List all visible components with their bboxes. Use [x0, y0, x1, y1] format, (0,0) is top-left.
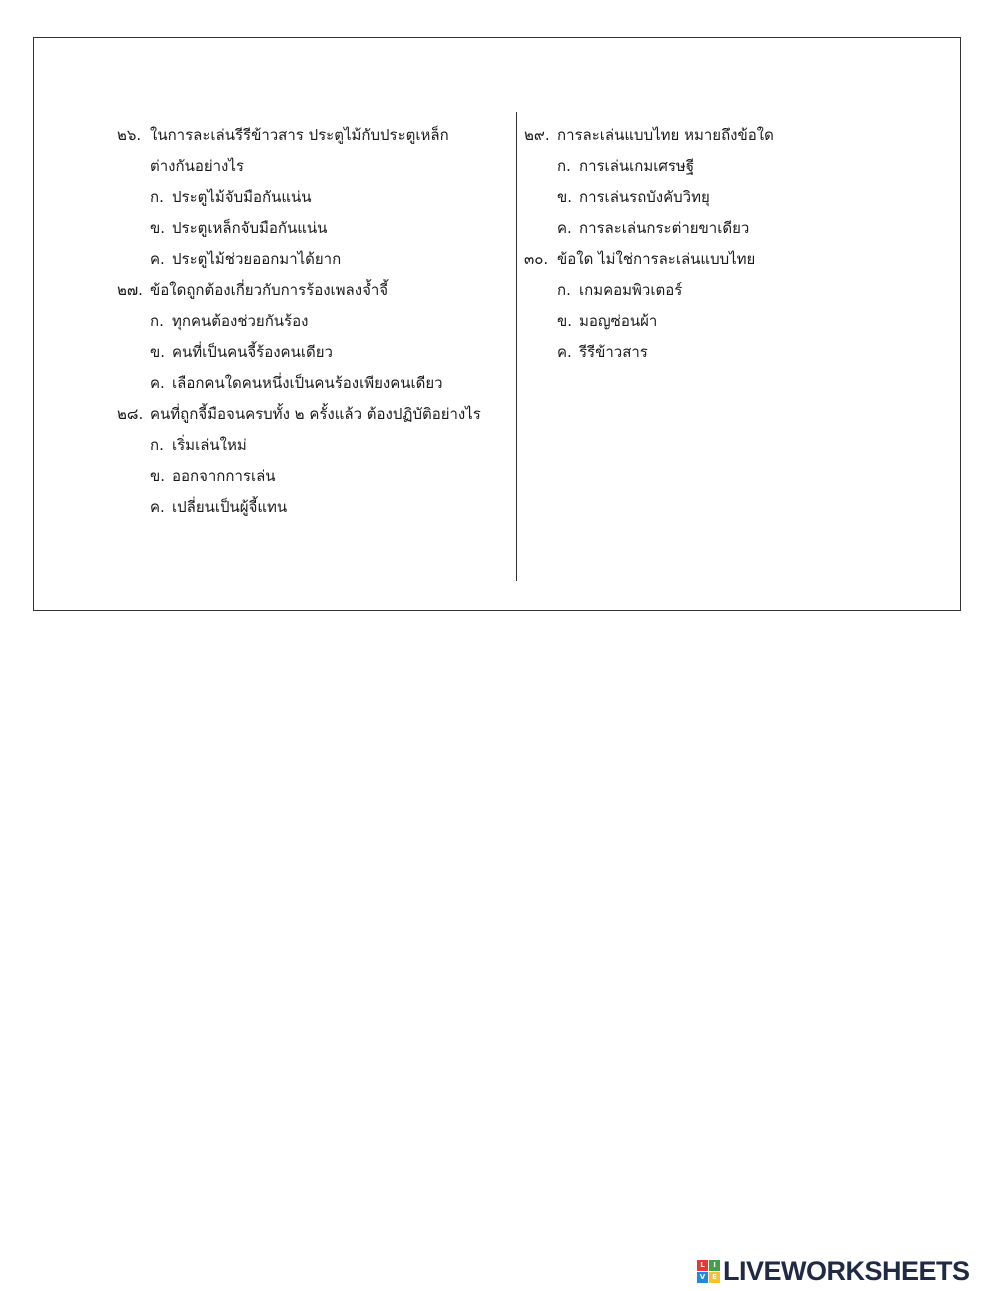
option-letter: ค. [557, 343, 572, 361]
option-kho[interactable] [524, 182, 944, 213]
option-kho-khwai[interactable] [117, 492, 507, 523]
option-letter: ข. [150, 467, 166, 485]
option-letter: ก. [557, 157, 571, 175]
option-letter: ค. [150, 374, 165, 392]
liveworksheets-logo [697, 1255, 970, 1286]
question-28 [117, 399, 507, 523]
option-letter: ข. [150, 343, 166, 361]
logo-text: LIVEWORKSHEETS [723, 1255, 970, 1286]
option-kho[interactable] [117, 461, 507, 492]
question-text: ข้อใด ไม่ใช่การละเล่นแบบไทย [557, 250, 756, 268]
option-text: เลือกคนใดคนหนึ่งเป็นคนร้องเพียงคนเดียว [172, 374, 443, 392]
option-text: ทุกคนต้องช่วยกันร้อง [172, 312, 309, 330]
option-text: การละเล่นกระต่ายขาเดียว [579, 219, 750, 237]
question-number: ๒๙. [524, 126, 550, 144]
option-text: การเล่นเกมเศรษฐี [579, 157, 695, 175]
logo-mark-icon [697, 1260, 720, 1283]
question-26 [117, 120, 507, 275]
option-kho[interactable] [117, 213, 507, 244]
option-letter: ค. [150, 250, 165, 268]
option-ko[interactable] [117, 182, 507, 213]
option-letter: ข. [150, 219, 166, 237]
question-30 [524, 244, 944, 368]
question-text-continuation: ต่างกันอย่างไร [150, 157, 244, 175]
option-text: ออกจากการเล่น [172, 467, 276, 485]
option-text: การเล่นรถบังคับวิทยุ [579, 188, 710, 206]
left-column [117, 120, 507, 523]
option-ko[interactable] [524, 151, 944, 182]
option-text: เปลี่ยนเป็นผู้จี้แทน [172, 498, 288, 516]
option-letter: ก. [557, 281, 571, 299]
question-number: ๒๗. [117, 281, 143, 299]
option-letter: ก. [150, 312, 164, 330]
question-text: การละเล่นแบบไทย หมายถึงข้อใด [557, 126, 774, 144]
logo-mark-letter: L [697, 1260, 708, 1271]
option-text: เริ่มเล่นใหม่ [172, 436, 247, 454]
question-number: ๓๐. [524, 250, 549, 268]
option-kho-khwai[interactable] [524, 337, 944, 368]
logo-mark-letter: I [709, 1260, 720, 1271]
option-text: ประตูไม้จับมือกันแน่น [172, 188, 312, 206]
question-29 [524, 120, 944, 244]
question-text: ข้อใดถูกต้องเกี่ยวกับการร้องเพลงจ้ำจี้ [150, 281, 389, 299]
column-divider [516, 112, 517, 581]
option-text: ประตูเหล็กจับมือกันแน่น [172, 219, 328, 237]
option-text: รีรีข้าวสาร [579, 343, 648, 361]
option-text: ประตูไม้ช่วยออกมาได้ยาก [172, 250, 342, 268]
option-kho[interactable] [117, 337, 507, 368]
option-ko[interactable] [524, 275, 944, 306]
option-text: เกมคอมพิวเตอร์ [579, 281, 683, 299]
option-letter: ก. [150, 188, 164, 206]
option-kho[interactable] [524, 306, 944, 337]
option-ko[interactable] [117, 430, 507, 461]
option-letter: ข. [557, 312, 573, 330]
logo-mark-letter: E [709, 1272, 720, 1283]
option-kho-khwai[interactable] [524, 213, 944, 244]
option-kho-khwai[interactable] [117, 244, 507, 275]
question-27 [117, 275, 507, 399]
right-column [524, 120, 944, 368]
question-text: ในการละเล่นรีรีข้าวสาร ประตูไม้กับประตูเหล็ก [150, 126, 449, 144]
question-number: ๒๘. [117, 405, 144, 423]
question-text: คนที่ถูกจี้มือจนครบทั้ง ๒ ครั้งแล้ว ต้องปฏิบัติอย่างไร [150, 405, 481, 423]
question-number: ๒๖. [117, 126, 142, 144]
option-letter: ข. [557, 188, 573, 206]
option-text: มอญซ่อนผ้า [579, 312, 658, 330]
option-letter: ก. [150, 436, 164, 454]
logo-mark-letter: V [697, 1272, 708, 1283]
option-ko[interactable] [117, 306, 507, 337]
option-kho-khwai[interactable] [117, 368, 507, 399]
option-text: คนที่เป็นคนจี้ร้องคนเดียว [172, 343, 333, 361]
option-letter: ค. [150, 498, 165, 516]
option-letter: ค. [557, 219, 572, 237]
